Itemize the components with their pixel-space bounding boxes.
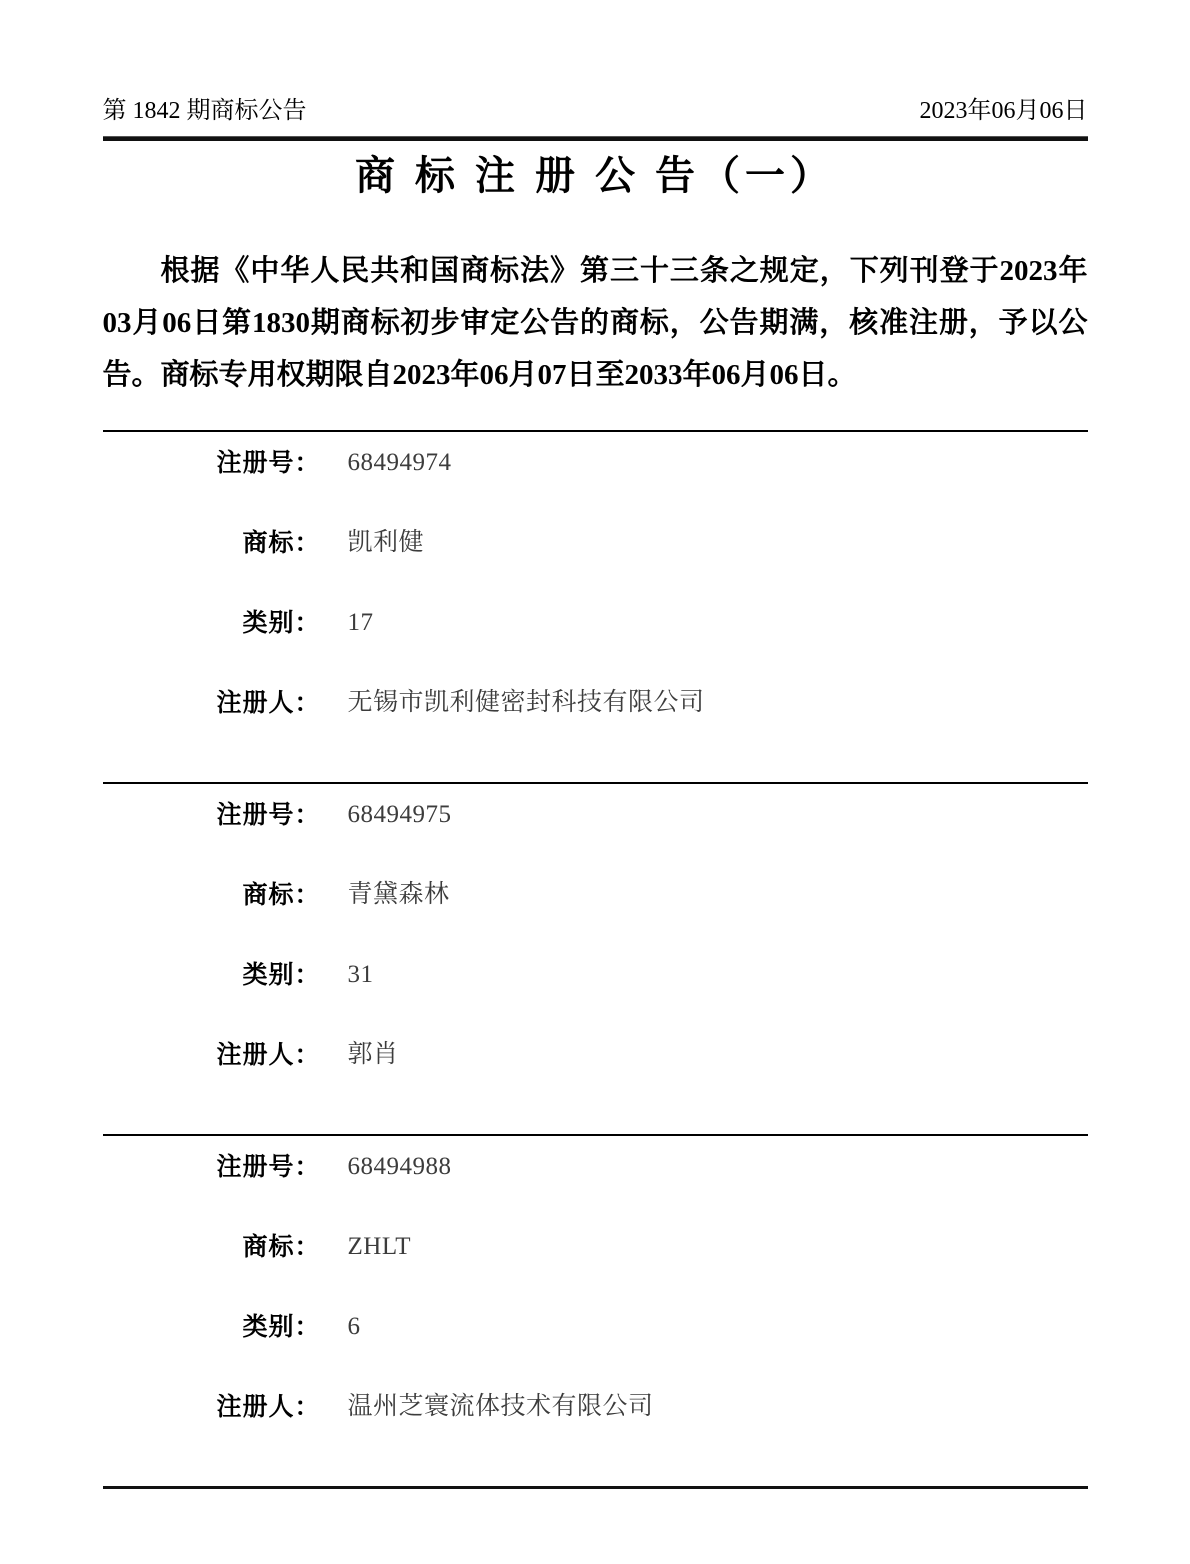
field-value: ZHLT	[347, 1233, 412, 1260]
field-row-registrant	[103, 1040, 1088, 1120]
field-value: 温州芝寰流体技术有限公司	[347, 1393, 654, 1420]
field-label: 商标：	[242, 881, 321, 909]
field-label: 注册人：	[216, 1393, 321, 1421]
field-row-reg-no	[103, 448, 1088, 528]
field-label: 商标：	[242, 529, 321, 557]
field-value: 青黛森林	[347, 881, 450, 908]
field-row-category	[103, 960, 1088, 1040]
field-value: 6	[347, 1313, 361, 1340]
entries-section	[103, 430, 1088, 1489]
field-row-trademark	[103, 1232, 1088, 1312]
field-label: 注册号：	[216, 1153, 321, 1181]
page-title: 商 标 注 册 公 告（一）	[355, 153, 835, 198]
bottom-rule	[103, 1486, 1088, 1489]
field-row-trademark	[103, 880, 1088, 960]
intro-paragraph: 根据《中华人民共和国商标法》第三十三条之规定，下列刊登于2023年03月06日第1830期商标初步审定公告的商标，公告期满，核准注册，予以公告。商标专用权期限自2023年06月07日至2033年06月06日。	[102, 255, 1088, 391]
field-label: 注册人：	[216, 1041, 321, 1069]
field-label: 注册人：	[216, 689, 321, 717]
field-value: 17	[347, 609, 374, 636]
field-row-reg-no	[103, 1152, 1088, 1232]
field-value: 无锡市凯利健密封科技有限公司	[347, 689, 705, 716]
page-content	[103, 0, 1088, 1489]
field-label: 注册号：	[216, 449, 321, 477]
header-issue-title: 第 1842 期商标公告	[102, 98, 307, 124]
field-row-registrant	[103, 1392, 1088, 1472]
field-value: 68494974	[347, 449, 452, 476]
field-value: 68494975	[347, 801, 452, 828]
trademark-entry	[103, 1134, 1088, 1486]
field-row-registrant	[103, 688, 1088, 768]
field-row-category	[103, 608, 1088, 688]
trademark-entry	[103, 782, 1088, 1134]
running-header	[103, 96, 1088, 126]
field-label: 注册号：	[216, 801, 321, 829]
field-row-trademark	[103, 528, 1088, 608]
field-value: 郭肖	[347, 1041, 399, 1068]
field-value: 68494988	[347, 1153, 452, 1180]
field-value: 凯利健	[347, 529, 425, 556]
trademark-entry	[103, 430, 1088, 782]
field-label: 类别：	[242, 1313, 321, 1341]
field-value: 31	[347, 961, 374, 988]
field-row-reg-no	[103, 800, 1088, 880]
header-date: 2023年06月06日	[919, 98, 1088, 124]
field-label: 商标：	[242, 1233, 321, 1261]
field-label: 类别：	[242, 609, 321, 637]
field-label: 类别：	[242, 961, 321, 989]
header-rule	[103, 136, 1088, 141]
field-row-category	[103, 1312, 1088, 1392]
